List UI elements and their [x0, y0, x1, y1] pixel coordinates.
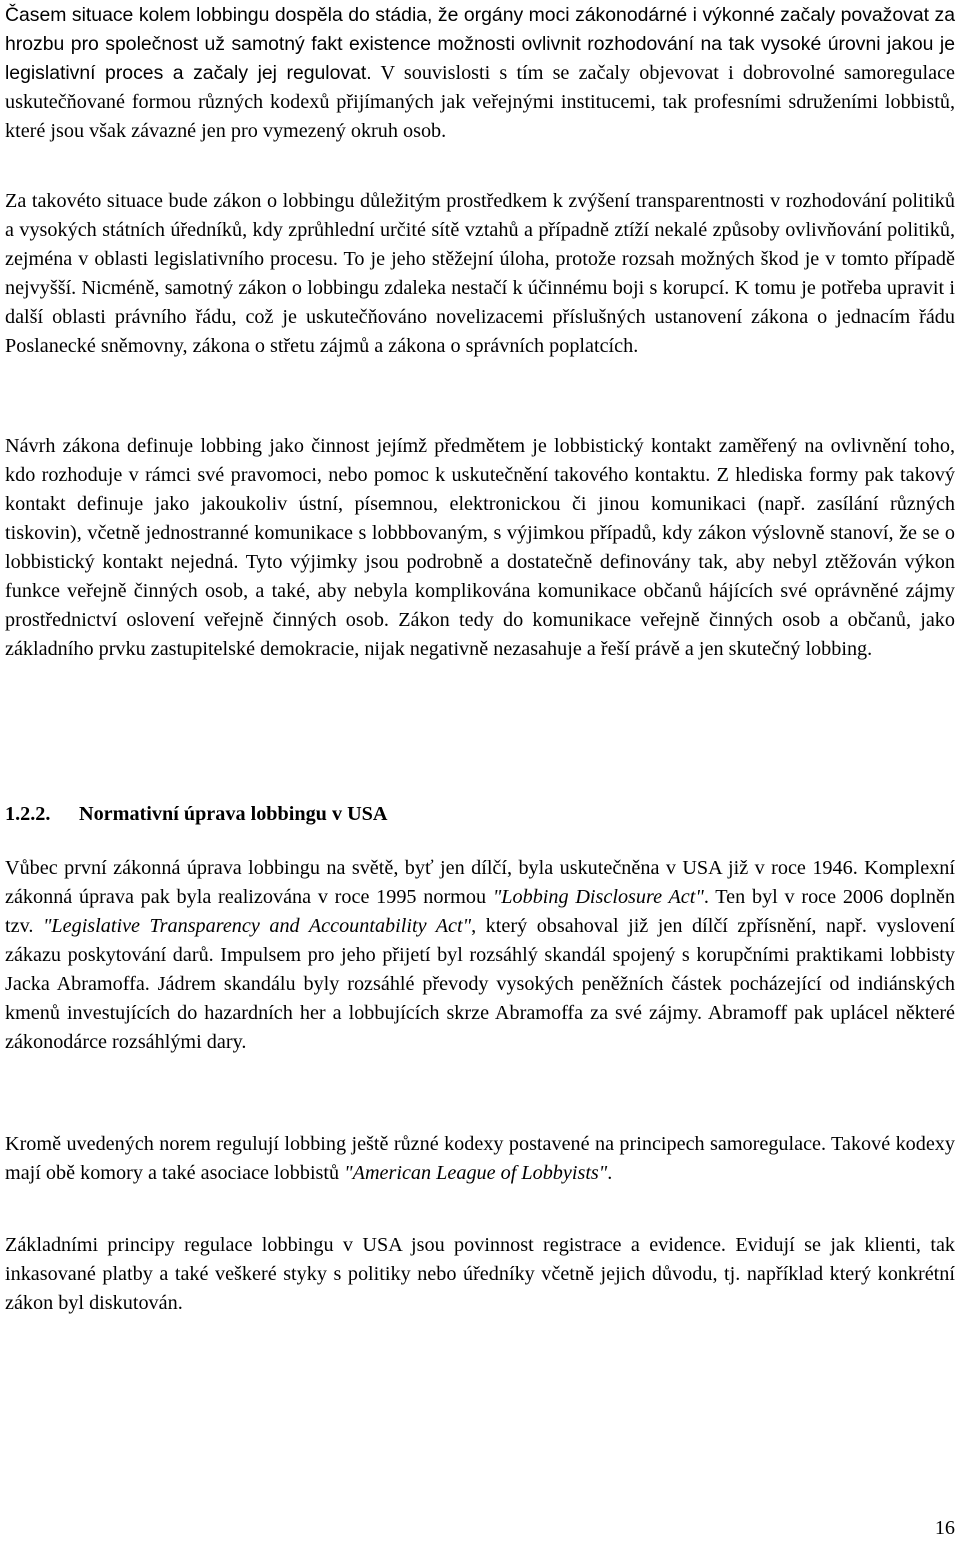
paragraph-self-regulation-codes [5, 1130, 955, 1188]
codes-text-a: Kromě uvedených norem regulují lobbing ještě různé kodexy postavené na principech samoregulace. Takové kodexy mají obě komory a také asociace lobbistů [5, 1133, 955, 1184]
association-name: "American League of Lobbyists" [344, 1162, 608, 1184]
codes-text-b: . [607, 1162, 613, 1184]
paragraph-usa-history [5, 854, 955, 1057]
paragraph-regulation-origins-serif: V souvislosti s tím se začaly objevovat i dobrovolné samoregulace uskutečňované formou různých kodexů přijímaných jak veřejnými institucemi, tak profesními sdruženími lobbistů, které jsou však závazné jen pro vymezený okruh osob. [5, 62, 955, 142]
paragraph-lobbying-definition: Návrh zákona definuje lobbing jako činnost jejímž předmětem je lobbistický kontakt zaměřený na ovlivnění toho, kdo rozhoduje v rámci své pravomoci, nebo pomoc k uskutečnění takového kontaktu. Z hlediska formy pak takový kontakt definuje jako jakoukoliv ústní, písemnou, elektronickou či jinou komunikaci (např. zasílání různých tiskovin), včetně jednostranné komunikace s lobbbovaným, s výjimkou případů, kdy zákon výslovně stanoví, že se o lobbistický kontakt nejedná. Tyto výjimky jsou podrobně a dostatečně definovány tak, aby nebyl ztěžován výkon funkce veřejně činných osob, a také, aby nebyla komplikována komunikace občanů hájících své oprávněné zájmy prostřednictví oslovení veřejně činných osob. Zákon tedy do komunikace veřejně činných osob a občanů, jako základního prvku zastupitelské demokracie, nijak negativně nezasahuje a řeší právě a jen skutečný lobbing. [5, 435, 955, 660]
act-name-lobbing-disclosure: "Lobbing Disclosure Act" [492, 886, 704, 908]
paragraph-lobbying-law-purpose: Za takovéto situace bude zákon o lobbingu důležitým prostředkem k zvýšení transparentnosti v rozhodování politiků a vysokých státních úředníků, kdy zprůhlední určité sítě vztahů a případně ztíží nekalé způsoby ovlivňování politiků, zejména v oblasti legislativního procesu. To je jeho stěžejní úloha, protože rozsah možných škod je v tomto případě nejvyšší. Nicméně, samotný zákon o lobbingu zdaleka nestačí k účinnému boji s korupcí. K tomu je potřeba upravit i další oblasti právního řádu, což je uskutečňováno novelizacemi příslušných ustanovení zákona o jednacím řádu Poslanecké sněmovny, zákona o střetu zájmů a zákona o správních poplatcích. [5, 190, 955, 357]
section-number: 1.2.2. [5, 803, 51, 825]
page-number: 16 [934, 1517, 955, 1539]
act-name-legislative-transparency: "Legislative Transparency and Accountability Act" [42, 915, 472, 937]
paragraph-regulation-origins-sans: Časem situace kolem lobbingu dospěla do stádia, že orgány moci zákonodárné i výkonné začaly považovat za hrozbu pro společnost už samotný fakt existence možnosti ovlivnit rozhodování na tak vysoké úrovni jakou je legislativní proces a začaly jej regulovat. [5, 4, 955, 84]
section-heading [5, 800, 387, 829]
usa-history-text-c: , který obsahoval již jen dílčí zpřísnění, např. vyslovení zákazu poskytování darů. Impulsem pro jeho přijetí byl rozsáhlý skandál spojený s korupčními praktikami lobbisty Jacka Abramoffa. Jádrem skandálu byly rozsáhlé převody vysokých peněžních částek pocházející od indiánských kmenů investujících do hazardních her a lobbujících skrze Abramoffa za své zájmy. Abramoff pak uplácel některé zákonodárce rozsáhlými dary. [5, 915, 955, 1053]
usa-history-text-b: . Ten byl v roce 2006 doplněn tzv. [5, 886, 955, 937]
paragraph-registration-principles: Základními principy regulace lobbingu v USA jsou povinnost registrace a evidence. Evidují se jak klienti, tak inkasované platby a také veškeré styky s politiky nebo úředníky včetně jejich důvodu, tj. například který konkrétní zákon byl diskutován. [5, 1234, 955, 1314]
section-title: Normativní úprava lobbingu v USA [79, 803, 388, 825]
paragraph-regulation-origins [5, 1, 955, 146]
usa-history-text-a: Vůbec první zákonná úprava lobbingu na světě, byť jen dílčí, byla uskutečněna v USA již v roce 1946. Komplexní zákonná úprava pak byla realizována v roce 1995 normou [5, 857, 955, 908]
